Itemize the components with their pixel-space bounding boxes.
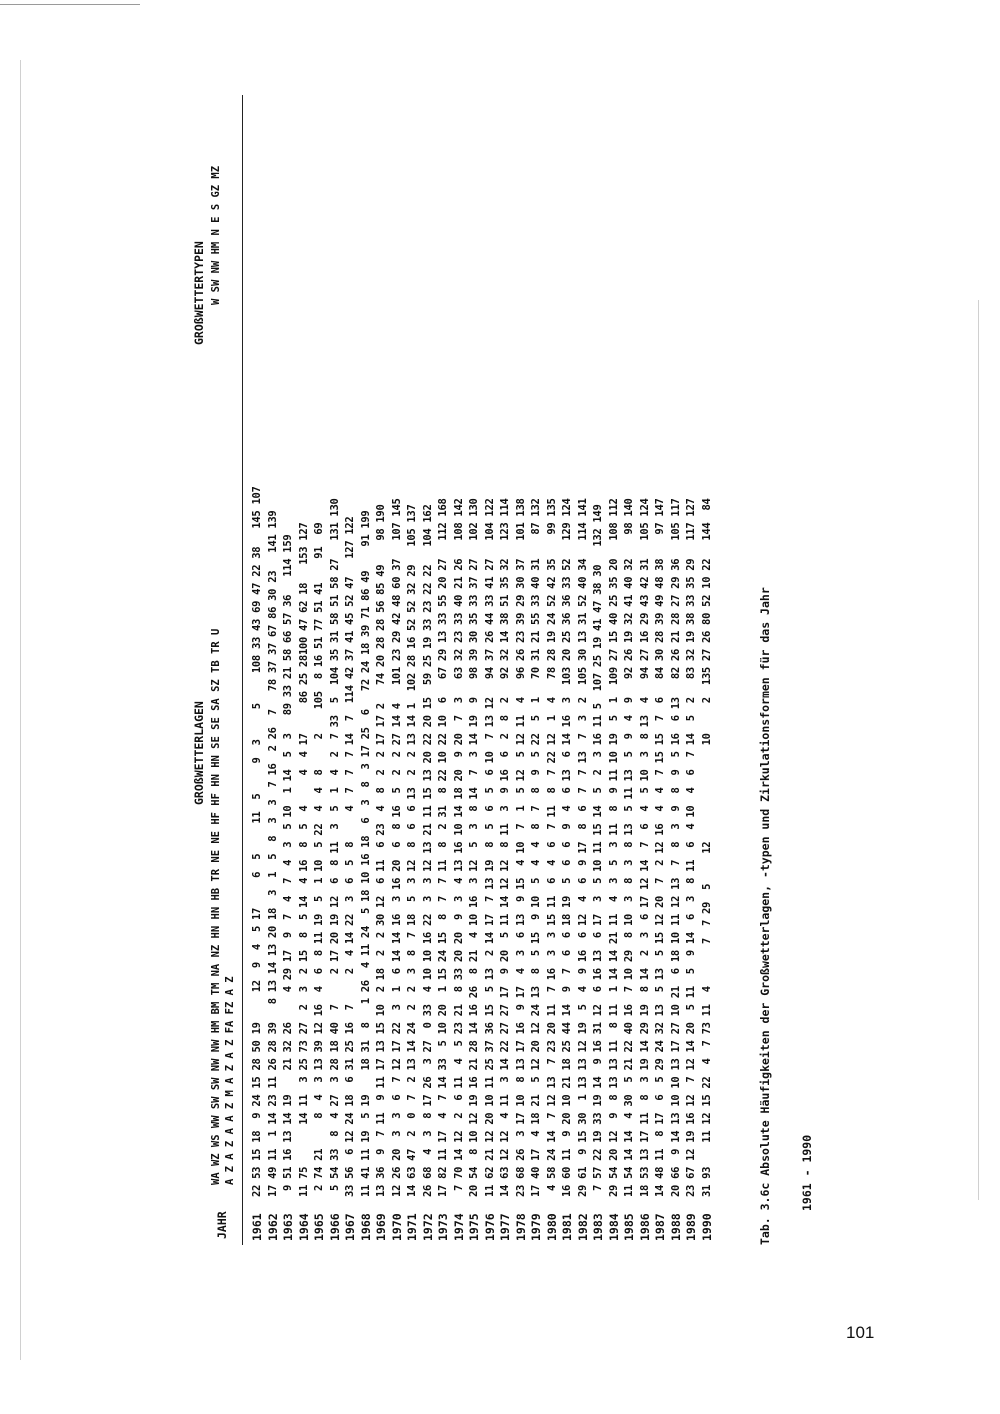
table-row: 23 67 12 19 16 12 7 12 14 20 5 11 5 9 14 6 3 8 11 6 4 10 4 6 7 14 5 2 83 32 19 38 33 35 29 117 127: [685, 498, 697, 1197]
table-row: 7 70 14 12 2 6 11 4 5 23 21 8 33 20 20 9 3 4 13 16 10 14 18 20 9 20 7 3 63 32 23 33 40 21 26 108 142: [452, 498, 465, 1197]
scan-edge-right: [978, 300, 979, 1200]
year-cell: 1984: [606, 1213, 621, 1241]
column-codes-lagen-sub: A Z A Z A A Z M A Z A Z FA FZ A Z: [224, 976, 236, 1185]
table-row: 12 26 20 3 3 6 7 12 17 22 3 1 6 14 14 16 3 16 20 6 8 16 5 2 2 27 14 4 101 23 29 42 48 60 37 107 145: [390, 498, 403, 1197]
table-row: 17 40 17 4 18 21 5 12 20 12 24 13 8 5 15 9 10 5 4 4 8 7 8 9 5 22 5 1 70 31 21 55 33 40 31 87 132: [530, 498, 542, 1197]
year-cell: 1969: [374, 1213, 388, 1241]
table-caption: [730, 587, 842, 1245]
year-cell: 1966: [327, 1213, 342, 1241]
year-cell: 1975: [467, 1213, 481, 1241]
year-cell: 1990: [699, 1213, 714, 1241]
page-number: 101: [846, 1323, 875, 1342]
table-row: 11 41 11 19 5 19 18 31 8 1 26 4 11 24 5 18 10 16 18 6 3 8 3 17 25 6 72 24 18 39 71 86 49 91 199: [359, 510, 372, 1197]
header-rule: [242, 95, 243, 1245]
year-cell: 1981: [560, 1213, 574, 1241]
table-row: 2 74 21 8 4 3 13 39 12 16 4 6 8 11 19 5 1 10 5 22 4 4 8 2 105 8 16 51 77 51 41 91 69: [313, 522, 325, 1197]
table-row: 23 68 26 3 17 10 8 13 17 16 9 17 4 3 6 13 9 15 4 10 7 1 5 12 5 12 11 4 96 26 23 39 29 30 37 101 138: [514, 498, 527, 1197]
year-cell: 1987: [653, 1213, 667, 1241]
table-row: 4 58 24 14 7 12 13 7 23 20 11 7 16 3 3 15 11 6 4 6 7 11 8 7 22 12 1 4 78 28 19 24 52 42 35 99 135: [545, 498, 558, 1197]
year-cell: 1972: [420, 1213, 435, 1241]
grosswettertypen-header: GROßWETTERTYPEN: [192, 241, 206, 345]
table-row: 22 53 15 18 9 24 15 28 50 19 12 9 4 5 17 6 5 11 5 9 3 5 108 33 43 69 47 22 38 145 107: [251, 486, 263, 1197]
table-row: 29 54 20 12 9 8 13 13 11 8 11 1 14 14 21 11 4 3 5 3 11 8 9 11 10 19 5 1 109 27 15 40 25 35 20 108 112: [607, 498, 620, 1197]
year-cell: 1977: [498, 1213, 512, 1241]
table-row: 11 54 14 14 4 30 5 21 22 40 16 7 10 29 8 10 3 8 3 8 13 5 11 13 5 9 4 9 92 26 19 32 41 40 32 98 140: [623, 498, 635, 1197]
table-row: 7 57 22 19 33 19 14 9 16 31 12 6 16 13 6 17 3 5 10 11 15 14 5 2 3 16 11 5 107 25 19 41 47 38 30 132 149: [592, 504, 604, 1197]
rotated-table-frame: [170, 95, 814, 1245]
table-row: 26 68 4 3 8 17 26 3 27 0 33 4 10 10 16 22 3 3 12 13 21 11 15 13 20 22 20 15 59 25 19 33 23 22 22 104 162: [421, 504, 434, 1197]
year-cell: 1964: [296, 1213, 311, 1241]
scan-edge-left: [20, 60, 21, 1360]
table-row: 16 60 11 9 20 10 21 18 25 44 14 9 7 6 6 18 19 5 6 6 9 4 6 13 6 14 16 3 103 20 25 36 36 33 52 129 124: [561, 498, 573, 1197]
year-cell: 1986: [637, 1213, 652, 1241]
year-cell: 1967: [343, 1213, 357, 1241]
grosswetterlagen-header: GROßWETTERLAGEN: [192, 701, 206, 805]
year-cell: 1988: [668, 1213, 683, 1241]
table-row: 18 53 13 17 11 8 3 19 14 29 19 8 14 2 3 6 17 12 14 7 6 4 5 10 3 8 13 4 94 27 16 29 43 42 31 105 124: [638, 498, 651, 1197]
table-row: 31 93 11 12 15 22 4 7 73 11 4 7 7 29 5 12 10 2 135 27 26 80 52 10 22 144 84: [700, 498, 713, 1197]
column-codes-typen: W SW NW HM N E S GZ MZ: [210, 165, 222, 305]
caption-line-2: 1961 - 1990: [800, 1134, 814, 1211]
year-cell: 1974: [451, 1213, 466, 1241]
table-row: 33 56 6 12 24 18 6 31 25 16 7 2 4 14 22 3 6 5 8 4 7 7 7 14 7 114 42 37 41 45 52 47 127 122: [344, 516, 356, 1197]
year-cell: 1968: [358, 1213, 373, 1241]
year-cell: 1985: [622, 1213, 636, 1241]
year-cell: 1983: [591, 1213, 605, 1241]
caption-line-1: Tab. 3.6c Absolute Häufigkeiten der Großwetterlagen, -typen und Zirkulationsformen für das Jahr: [758, 587, 772, 1245]
year-cell: 1971: [405, 1213, 419, 1241]
table-row: 14 48 11 8 17 6 5 29 24 32 13 5 13 5 15 12 20 7 2 12 16 4 4 7 15 15 7 6 84 30 28 39 49 48 38 97 147: [654, 498, 666, 1197]
table-row: 14 63 12 12 4 11 3 14 22 27 27 17 9 20 5 11 14 12 12 8 11 3 9 16 6 2 8 2 92 32 14 38 51 35 32 123 114: [499, 498, 511, 1197]
year-cell: 1973: [436, 1213, 450, 1241]
year-cell: 1976: [482, 1213, 497, 1241]
table-row: 9 51 16 13 14 19 21 32 26 4 29 17 9 7 4 7 4 3 5 10 1 14 5 3 89 33 21 58 66 57 36 114 159: [282, 534, 294, 1197]
scan-edge-top: [0, 4, 140, 5]
rotated-table: [170, 95, 814, 1245]
year-cell: 1963: [281, 1213, 295, 1241]
year-cell: 1965: [312, 1213, 326, 1241]
year-cell: 1982: [575, 1213, 590, 1241]
table-row: 5 54 33 8 4 27 3 28 18 40 7 2 17 20 19 12 6 8 11 3 5 1 4 2 7 33 5 104 35 31 58 51 58 27 131 130: [328, 498, 341, 1197]
table-row: 20 66 9 14 13 10 10 13 17 27 10 21 6 18 10 11 12 13 7 8 3 9 8 9 5 16 6 13 82 26 21 28 27 29 36 105 117: [669, 498, 682, 1197]
year-cell: 1979: [529, 1213, 543, 1241]
table-row: 29 61 9 15 30 1 13 13 12 19 5 4 9 16 6 12 4 6 9 17 8 6 7 7 13 7 3 2 105 30 13 31 52 40 34 114 141: [576, 498, 589, 1197]
year-cell: 1980: [544, 1213, 559, 1241]
table-row: 11 62 21 12 20 10 11 25 37 36 15 5 13 2 14 17 7 13 19 8 5 6 5 6 10 7 13 12 94 37 26 44 33 41 27 104 122: [483, 498, 496, 1197]
table-row: 11 75 14 11 3 25 73 27 2 3 2 15 8 5 14 4 16 8 5 4 4 4 17 86 25 28100 47 62 18 153 127: [297, 522, 310, 1197]
year-cell: 1978: [513, 1213, 528, 1241]
year-cell: 1989: [684, 1213, 698, 1241]
table-row: 17 49 11 1 14 23 11 26 28 39 8 13 14 13 20 18 3 1 5 8 3 3 7 16 2 26 7 78 37 37 67 86 30 23 141 139: [266, 510, 279, 1197]
table-row: 14 63 47 2 0 7 2 13 14 24 2 2 3 8 7 18 5 3 12 8 6 6 13 2 2 13 14 1 102 28 16 52 52 32 29 105 137: [406, 504, 418, 1197]
table-row: 17 82 11 17 4 7 14 33 5 10 20 1 15 24 15 8 7 7 11 8 2 31 8 22 10 22 10 6 67 29 13 33 55 20 27 112 168: [437, 498, 449, 1197]
year-header: JAHR: [215, 1211, 229, 1239]
year-cell: 1961: [250, 1213, 264, 1241]
year-cell: 1962: [265, 1213, 280, 1241]
table-row: 13 36 9 7 11 9 11 17 13 15 10 2 18 2 2 30 12 6 11 6 23 4 8 2 2 17 17 2 74 20 28 28 56 85 49 98 190: [375, 504, 387, 1197]
year-cell: 1970: [389, 1213, 404, 1241]
column-codes-lagen: WA WZ WS WW SW SW NW NW HM BM TM NA NZ HN HN HB TR NE NE HF HF HN HN SE SE SA SZ TB TR U: [210, 628, 222, 1185]
table-row: 20 54 8 10 12 19 16 21 28 14 16 26 8 21 4 10 16 3 12 5 3 8 14 7 3 14 19 9 98 39 30 35 33 37 27 102 130: [468, 498, 480, 1197]
